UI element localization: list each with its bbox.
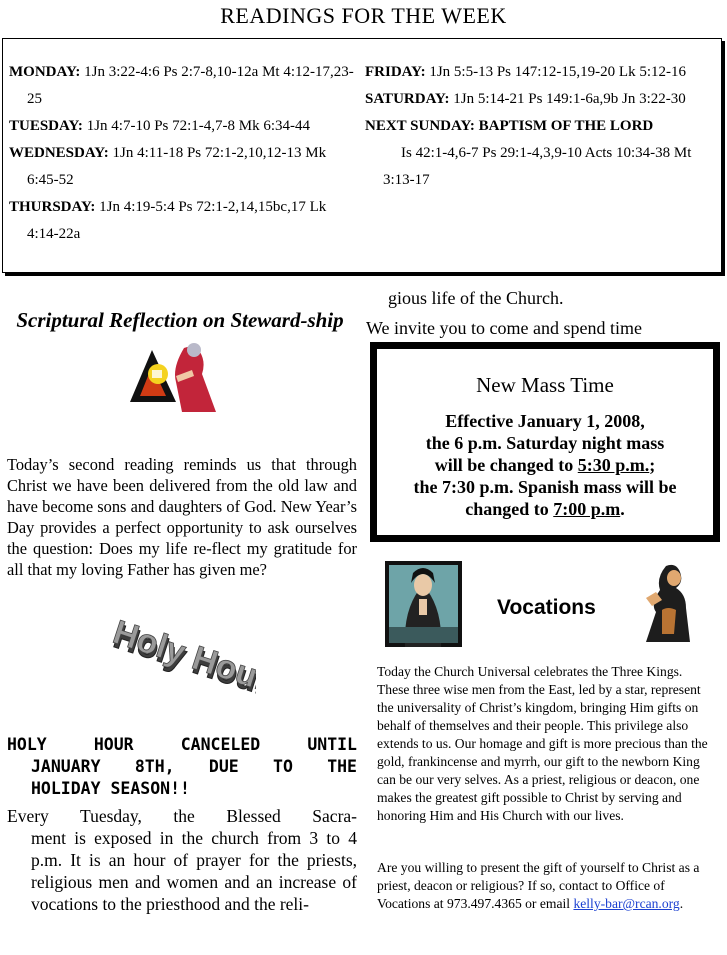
mass-line-part: will be changed to (434, 455, 578, 475)
reading-day: MONDAY: (9, 64, 81, 80)
mass-line-part: ; (649, 455, 656, 475)
new-mass-time-box (370, 342, 720, 542)
holy-hour-wordart-text: Holy Hour (109, 617, 256, 700)
reading-day: NEXT SUNDAY: BAPTISM OF THE LORD (365, 118, 654, 134)
mass-line: the 7:30 p.m. Spanish mass will be (413, 477, 677, 497)
mass-line-part: . (620, 499, 625, 519)
mass-line-part: changed to (465, 499, 554, 519)
reading-entry (365, 86, 710, 113)
readings-right-column (365, 59, 710, 194)
mass-new-time: 5:30 p.m. (577, 455, 650, 475)
readings-title: READINGS FOR THE WEEK (220, 3, 507, 28)
mass-line (377, 498, 713, 520)
reading-text: Is 42:1-4,6-7 Ps 29:1-4,3,9-10 Acts 10:34-38 Mt 3:13-17 (383, 145, 692, 188)
reading-entry (9, 140, 354, 194)
holy-hour-heading-line: HOLIDAY SEASON!! (31, 779, 190, 798)
reading-entry (9, 59, 354, 113)
vocations-email-link[interactable]: kelly-bar@rcan.org (573, 896, 680, 911)
reading-entry (365, 113, 710, 194)
reading-text: 1Jn 5:5-13 Ps 147:12-15,19-20 Lk 5:12-16 (425, 64, 686, 80)
holy-hour-heading-line: JANUARY 8TH, DUE TO THE (31, 757, 357, 776)
vocations-contact-end: . (679, 896, 684, 911)
reading-text: 1Jn 5:14-21 Ps 149:1-6a,9b Jn 3:22-30 (449, 91, 686, 107)
readings-left-column (9, 59, 354, 248)
reading-day: WEDNESDAY: (9, 145, 109, 161)
reading-day: SATURDAY: (365, 91, 450, 107)
holy-hour-body (7, 805, 357, 915)
holy-hour-body-first: Every Tuesday, the Blessed Sacra- (7, 806, 357, 826)
mass-line: the 6 p.m. Saturday night mass (425, 433, 665, 453)
mass-title: New Mass Time (476, 373, 614, 397)
stewardship-body: Today’s second reading reminds us that through Christ we have been delivered from the old law and have become sons and daughters of God. New Year’s Day provides a perfect opportunity to ask ourselves the question: Does my life re-flect my gratitude for all that my loving Father has given me? (7, 455, 357, 579)
vocations-body: Today the Church Universal celebrates the Three Kings. These three wise men from the East, led by a star, represent the universality of Christ’s kingdom, bringing Him gifts on behalf of themselves and their people. This privilege also extends to us. Our homage and gift is more precious than the gold, frankincense and myrrh, our gift to the newborn King can be our very selves. As a priest, religious or deacon, one makes the greatest gift possible to Christ by serving and honoring Him and His Church with our lives. (377, 664, 708, 823)
reading-text: 1Jn 3:22-4:6 Ps 2:7-8,10-12a Mt 4:12-17,23-25 (27, 64, 354, 107)
praying-priest-icon (636, 562, 706, 642)
stewardship-title: Scriptural Reflection on Steward-ship (16, 308, 344, 332)
reading-text: 1Jn 4:7-10 Ps 72:1-4,7-8 Mk 6:34-44 (82, 118, 311, 134)
reading-entry (9, 194, 354, 248)
reading-entry (9, 113, 354, 140)
vocations-contact-text: Are you willing to present the gift of yourself to Christ as a priest, deacon or religious? If so, contact to Office of Vocations at 973.497.4365 or email (377, 860, 700, 911)
vocations-title: Vocations (497, 596, 596, 619)
holy-hour-heading (7, 734, 357, 800)
readings-box (2, 38, 722, 273)
holy-hour-body-rest: ment is exposed in the church from 3 to 4 p.m. It is an hour of prayer for the priests, religious men and women and an increase of vocations to the priesthood and the reli- (31, 828, 357, 914)
reading-day: FRIDAY: (365, 64, 426, 80)
vocations-contact (377, 859, 717, 913)
continued-text: We invite you to come and spend time (366, 318, 642, 338)
reading-day: TUESDAY: (9, 118, 83, 134)
reading-day: THURSDAY: (9, 199, 96, 215)
reading-text: 1Jn 4:19-5:4 Ps 72:1-2,14,15bc,17 Lk 4:14-22a (27, 199, 327, 242)
holy-hour-heading-line: HOLY HOUR CANCELED UNTIL (7, 735, 357, 754)
offering-clipart-icon (126, 340, 222, 414)
holy-hour-wordart (106, 606, 256, 700)
reading-text: 1Jn 4:11-18 Ps 72:1-2,10,12-13 Mk 6:45-52 (27, 145, 327, 188)
mass-line (377, 454, 713, 476)
holy-hour-wordart-face: Holy Hour (108, 613, 256, 700)
mass-body (377, 410, 713, 520)
mass-new-time: 7:00 p.m (553, 499, 621, 519)
reading-entry (365, 59, 710, 86)
mass-line: Effective January 1, 2008, (445, 411, 645, 431)
praying-nun-icon (385, 561, 462, 647)
continued-text: gious life of the Church. (388, 288, 564, 308)
